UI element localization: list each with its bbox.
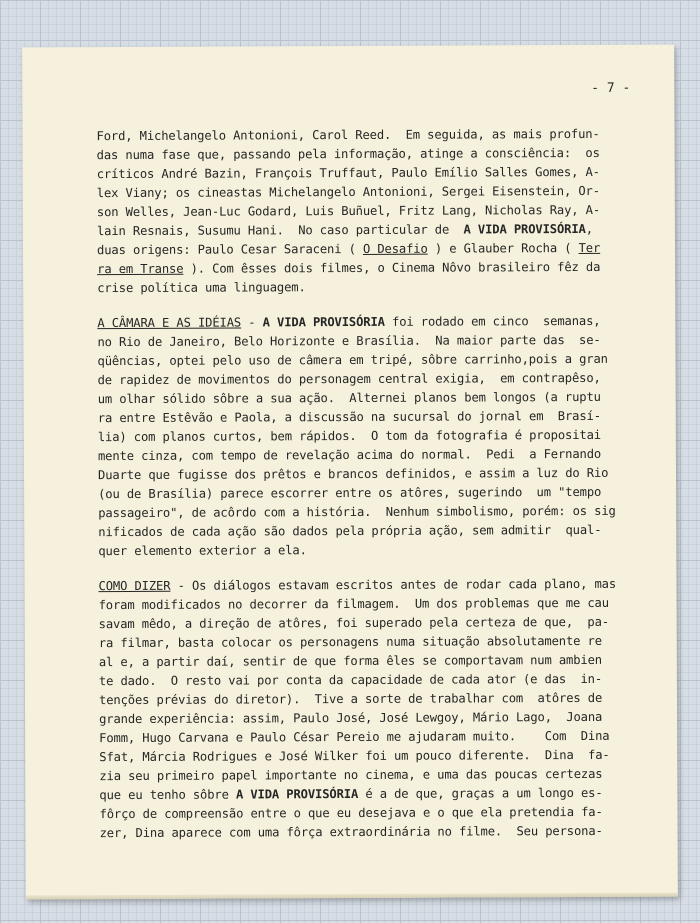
text-line: tenções prévias do diretor). Tive a sorte de trabalhar com atôres de: [98, 690, 603, 708]
text-line: COMO DIZER - Os diálogos estavam escritos antes de rodar cada plano, mas: [98, 576, 617, 594]
text-line: zia seu primeiro papel importante no cinema, e uma das poucas certezas: [99, 766, 603, 784]
text-line: críticos André Bazin, François Truffaut, Paulo Emílio Salles Gomes, A-: [96, 164, 600, 182]
text-line: Fomm, Hugo Carvana e Paulo César Pereio me ajudaram muito. Com Dina: [99, 728, 610, 746]
text-line: ra filmar, basta colocar os personagens numa situação absolutamente re: [98, 633, 602, 651]
text-line: nificados de cada ação são dados pela própria ação, sem admitir qual-: [98, 522, 602, 540]
text-line: no Rio de Janeiro, Belo Horizonte e Brasília. Na maior parte das se-: [97, 332, 601, 350]
text-line: que eu tenho sôbre A VIDA PROVISÓRIA é a de que, graças a um longo es-: [99, 785, 603, 803]
text-line: son Welles, Jean-Luc Godard, Luis Buñuel, Fritz Lang, Nicholas Ray, A-: [96, 202, 601, 220]
text-line: A CÂMARA E AS IDÉIAS - A VIDA PROVISÓRIA foi rodado em cinco semanas,: [97, 313, 601, 331]
text-line: Ford, Michelangelo Antonioni, Carol Reed. Em seguida, as mais profun-: [96, 126, 600, 144]
text-line: lia) com planos curtos, bem rápidos. O tom da fotografia é propositai: [97, 427, 601, 445]
text-line: grande experiência: assim, Paulo José, José Lewgoy, Mário Lago, Joana: [99, 709, 603, 727]
text-line: mente cinza, com tempo de revelação acima do normal. Pedi a Fernando: [97, 446, 602, 464]
text-line: te dado. O resto vai por conta da capacidade de cada ator (e das in-: [98, 671, 603, 689]
text-line: lex Viany; os cineastas Michelangelo Antonioni, Sergei Eisenstein, Or-: [96, 183, 600, 201]
text-line: ra entre Estêvão e Paola, a discussão na sucursal do jornal em Brasí-: [97, 408, 601, 426]
page-bottom-edge: [26, 893, 678, 900]
text-line: de rapidez de movimentos do personagem central exigia, em contrapêso,: [97, 370, 601, 388]
text-line: qüências, optei pelo uso de câmera em tripé, sôbre carrinho,pois a gran: [97, 351, 608, 369]
text-line: fôrço de compreensão entre o que eu desejava e o que ela pretendia fa-: [99, 804, 603, 822]
text-line: das numa fase que, passando pela informação, atinge a consciência: os: [96, 145, 600, 163]
text-line: foram modificados no decorrer da filmagem. Um dos problemas que me cau: [98, 595, 609, 613]
text-line: duas origens: Paulo Cesar Saraceni ( O Desafio ) e Glauber Rocha ( Ter: [96, 240, 601, 258]
text-line: lain Resnais, Susumu Hani. No caso particular de A VIDA PROVISÓRIA,: [96, 221, 593, 239]
text-line: (ou de Brasília) parece escorrer entre os atôres, sugerindo um "tempo: [98, 484, 602, 502]
text-line: savam mêdo, a direção de atôres, foi superado pela certeza de que, pa-: [98, 614, 609, 632]
text-line: um olhar sólido sôbre a sua ação. Alternei planos bem longos (a ruptu: [97, 389, 601, 407]
text-line: Duarte que fugisse dos prêtos e brancos definidos, e assim a luz do Rio: [97, 465, 609, 483]
text-line: Sfat, Márcia Rodrigues e José Wilker foi um pouco diferente. Dina fa-: [99, 747, 610, 765]
body-text: [96, 125, 654, 843]
text-line: al e, a partir daí, sentir de que forma êles se comportavam num ambien: [98, 652, 602, 670]
text-line: zer, Dina aparece com uma fôrça extraordinária no filme. Seu persona-: [99, 823, 603, 841]
page-number: - 7 -: [591, 80, 631, 96]
text-line: passageiro", de acôrdo com a história. Nenhum simbolismo, porém: os sig: [98, 503, 616, 521]
text-line: crise política uma linguagem.: [97, 280, 306, 296]
typewritten-page: [22, 45, 678, 900]
text-line: quer elemento exterior a ela.: [98, 543, 307, 559]
text-line: ra em Transe ). Com êsses dois filmes, o Cinema Nôvo brasileiro fêz da: [97, 259, 601, 277]
